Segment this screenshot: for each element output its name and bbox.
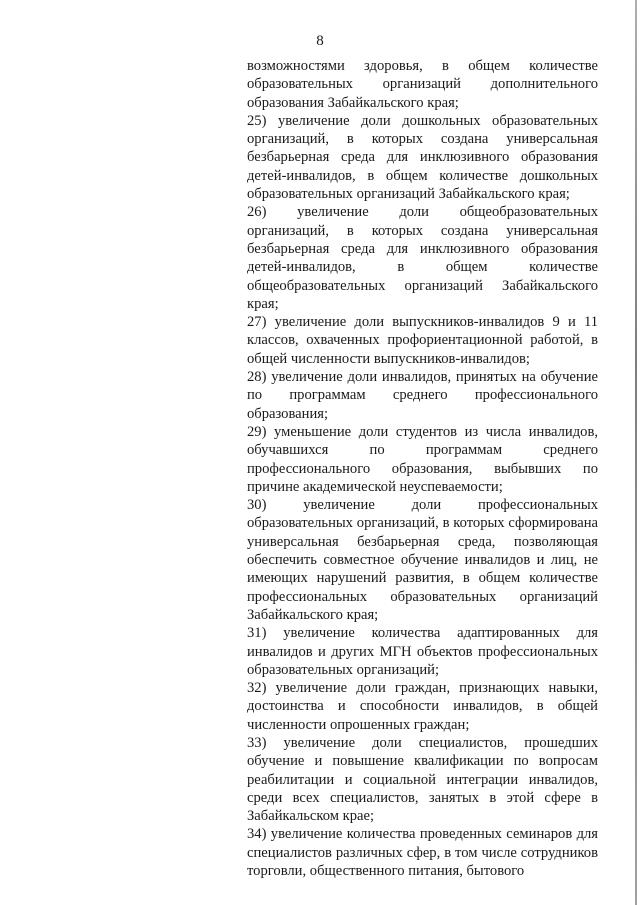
paragraph-item-31: 31) увеличение количества адаптированных для инвалидов и других МГН объектов профессиональных образовательных организаций; — [247, 625, 598, 678]
paragraph-item-34: 34) увеличение количества проведенных семинаров для специалистов различных сфер, в том числе сотрудников торговли, общественного питания, бытового — [247, 826, 598, 880]
scan-edge-line — [635, 0, 637, 905]
paragraph-item-26: 26) увеличение доли общеобразовательных организаций, в которых создана универсальная безбарьерная среда для инклюзивного образования детей-инвалидов, в общем количестве общеобразовательных организаций Забайкальского края; — [247, 204, 598, 312]
paragraph-item-25: 25) увеличение доли дошкольных образовательных организаций, в которых создана универсальная безбарьерная среда для инклюзивного образования детей-инвалидов, в общем количестве дошкольных образовательных организаций Забайкальского края; — [247, 112, 598, 203]
paragraph-item-28: 28) увеличение доли инвалидов, принятых на обучение по программам среднего профессионального образования; — [247, 369, 598, 422]
paragraph-item-29: 29) уменьшение доли студентов из числа инвалидов, обучавшихся по программам среднего профессионального образования, выбывших по причине академической неуспеваемости; — [247, 423, 598, 495]
paragraph-item-32: 32) увеличение доли граждан, признающих навыки, достоинства и способности инвалидов, в общей численности опрошенных граждан; — [247, 680, 598, 733]
page-number: 8 — [316, 33, 324, 49]
paragraph-item-33: 33) увеличение доли специалистов, прошедших обучение и повышение квалификации по вопросам реабилитации и социальной интеграции инвалидов, среди всех специалистов, занятых в этой сфере в Забайкальском крае; — [247, 734, 598, 825]
paragraph-continuation: возможностями здоровья, в общем количестве образовательных организаций дополнительного образования Забайкальского края; — [247, 58, 598, 111]
paragraph-item-27: 27) увеличение доли выпускников-инвалидов 9 и 11 классов, охваченных профориентационной работой, в общей численности выпускников-инвалидов; — [247, 314, 598, 367]
paragraph-item-30: 30) увеличение доли профессиональных образовательных организаций, в которых сформирована универсальная безбарьерная среда, позволяющая обеспечить совместное обучение инвалидов и лиц, не имеющих нарушений развития, в общем количестве профессиональных образовательных организаций Забайкальского края; — [247, 497, 598, 623]
body-text — [247, 57, 598, 880]
